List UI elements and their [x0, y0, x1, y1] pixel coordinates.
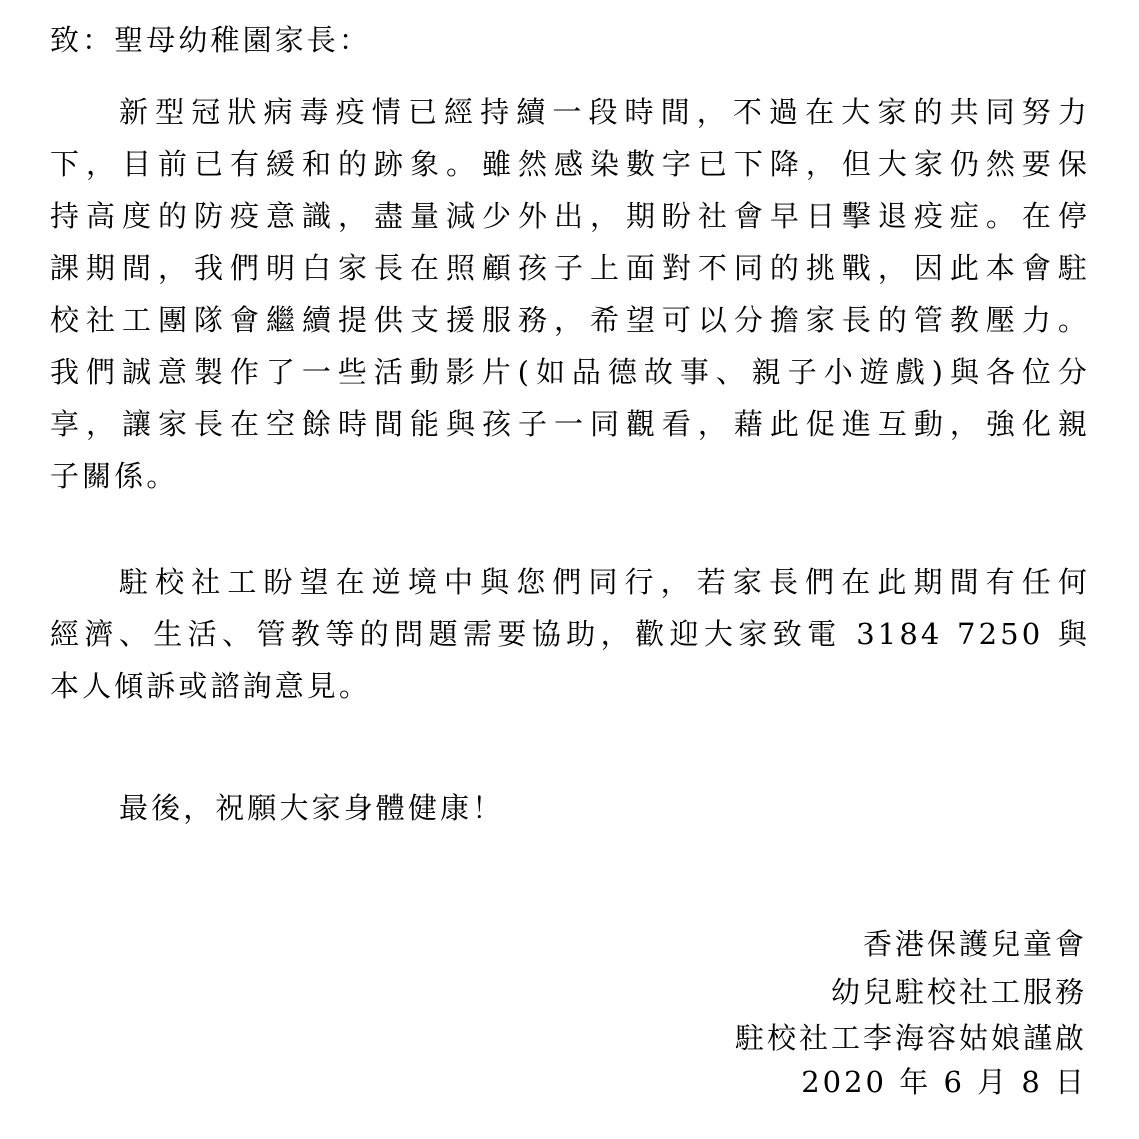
signature-service: 幼兒駐校社工服務 — [830, 975, 1087, 1009]
paragraph-1-line: 持高度的防疫意識，盡量減少外出，期盼社會早日擊退疫症。在停 — [50, 199, 1090, 233]
paragraph-1-line: 子關係。 — [50, 459, 179, 493]
paragraph-1-line: 課期間，我們明白家長在照顧孩子上面對不同的挑戰，因此本會駐 — [50, 251, 1090, 285]
salutation: 致：聖母幼稚園家長： — [50, 23, 372, 57]
closing-wishes: 最後，祝願大家身體健康！ — [119, 791, 505, 825]
paragraph-1-line: 享，讓家長在空餘時間能與孩子一同觀看，藉此促進互動，強化親 — [50, 407, 1090, 441]
paragraph-2-line: 本人傾訴或諮詢意見。 — [50, 669, 372, 703]
paragraph-1-line: 我們誠意製作了一些活動影片(如品德故事、親子小遊戲)與各位分 — [50, 355, 1090, 389]
signature-organization: 香港保護兒童會 — [862, 927, 1087, 961]
paragraph-2-line: 駐校社工盼望在逆境中與您們同行，若家長們在此期間有任何 — [119, 565, 1090, 599]
paragraph-1-line: 下，目前已有緩和的跡象。雖然感染數字已下降，但大家仍然要保 — [50, 147, 1090, 181]
paragraph-1-line: 校社工團隊會繼續提供支援服務，希望可以分擔家長的管教壓力。 — [50, 303, 1090, 337]
paragraph-2-line: 經濟、生活、管教等的問題需要協助，歡迎大家致電 3184 7250 與 — [50, 617, 1090, 651]
signature-sender: 駐校社工李海容姑娘謹啟 — [734, 1021, 1087, 1055]
signature-date: 2020 年 6 月 8 日 — [801, 1065, 1087, 1099]
paragraph-1-line: 新型冠狀病毒疫情已經持續一段時間，不過在大家的共同努力 — [119, 95, 1090, 129]
